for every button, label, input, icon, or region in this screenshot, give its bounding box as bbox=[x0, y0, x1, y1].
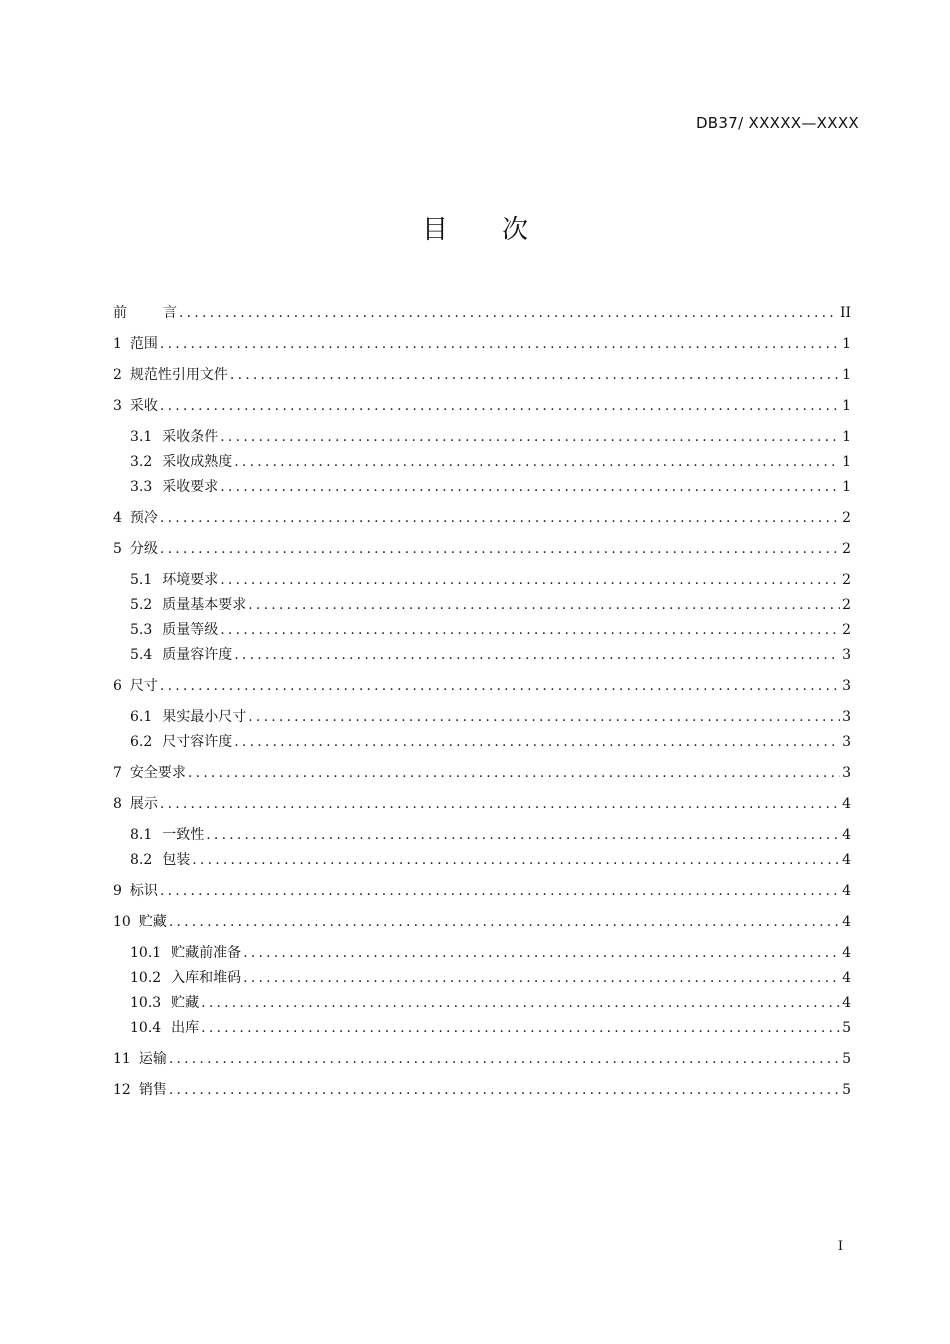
toc-subentry[interactable] bbox=[130, 450, 851, 474]
toc-entry-label: 5.3 质量等级 bbox=[130, 622, 219, 638]
toc-entry-label: 1 范围 bbox=[113, 336, 158, 352]
toc-dot-leader bbox=[248, 705, 840, 729]
toc-dot-leader bbox=[206, 823, 840, 847]
toc-page-number: 1 bbox=[842, 479, 851, 495]
toc-page-number: 3 bbox=[842, 678, 851, 694]
toc-dot-leader bbox=[160, 394, 840, 418]
toc-entry-label: 11 运输 bbox=[113, 1051, 167, 1067]
toc-entry-label: 7 安全要求 bbox=[113, 765, 186, 781]
toc-page-number: 3 bbox=[842, 765, 851, 781]
toc-entry[interactable] bbox=[113, 506, 851, 530]
toc-subentry[interactable] bbox=[130, 568, 851, 592]
toc-entry-label: 3 采收 bbox=[113, 398, 158, 414]
toc-subentry[interactable] bbox=[130, 848, 851, 872]
toc-dot-leader bbox=[160, 332, 840, 356]
toc-entry-label: 3.2 采收成熟度 bbox=[130, 454, 233, 470]
toc-entry-label: 4 预冷 bbox=[113, 510, 158, 526]
toc-entry[interactable] bbox=[113, 394, 851, 418]
toc-page-number: 4 bbox=[842, 995, 851, 1011]
toc-dot-leader bbox=[248, 593, 840, 617]
toc-dot-leader bbox=[179, 301, 838, 325]
toc-entry-preface[interactable] bbox=[113, 301, 851, 325]
toc-entry-label: 2 规范性引用文件 bbox=[113, 367, 228, 383]
toc-page-number: 5 bbox=[842, 1082, 851, 1098]
toc-page-number: 1 bbox=[842, 398, 851, 414]
toc-entry-label: 3.1 采收条件 bbox=[130, 429, 219, 445]
toc-entry-label: 10.2 入库和堆码 bbox=[130, 970, 242, 986]
toc-dot-leader bbox=[230, 363, 840, 387]
toc-entry-label: 6.2 尺寸容许度 bbox=[130, 734, 233, 750]
toc-subentry[interactable] bbox=[130, 1016, 851, 1040]
toc-subentry[interactable] bbox=[130, 966, 851, 990]
toc-dot-leader bbox=[169, 1047, 840, 1071]
toc-page-number: 2 bbox=[842, 622, 851, 638]
toc-entry-label: 6.1 果实最小尺寸 bbox=[130, 709, 247, 725]
toc-entry[interactable] bbox=[113, 1078, 851, 1102]
toc-entry-label: 10 贮藏 bbox=[113, 914, 167, 930]
toc-entry-label: 5.2 质量基本要求 bbox=[130, 597, 247, 613]
toc-dot-leader bbox=[201, 1016, 840, 1040]
toc-title-part1: 目 bbox=[421, 215, 448, 245]
toc-entry-label: 3.3 采收要求 bbox=[130, 479, 219, 495]
toc-subentry[interactable] bbox=[130, 425, 851, 449]
toc-dot-leader bbox=[188, 761, 840, 785]
toc-dot-leader bbox=[220, 568, 840, 592]
toc-entry[interactable] bbox=[113, 674, 851, 698]
toc-page-number: 2 bbox=[842, 510, 851, 526]
toc-dot-leader bbox=[160, 537, 840, 561]
toc-subentry[interactable] bbox=[130, 593, 851, 617]
toc-entry-label: 10.4 出库 bbox=[130, 1020, 200, 1036]
toc-subentry[interactable] bbox=[130, 705, 851, 729]
toc-subentry[interactable] bbox=[130, 643, 851, 667]
toc-entry-label: 5 分级 bbox=[113, 541, 158, 557]
toc-page-number: 1 bbox=[842, 429, 851, 445]
toc-entry-label: 10.3 贮藏 bbox=[130, 995, 200, 1011]
toc-entry-label: 10.1 贮藏前准备 bbox=[130, 945, 242, 961]
toc-page-number: 4 bbox=[842, 945, 851, 961]
toc-page-number: 4 bbox=[842, 970, 851, 986]
toc-dot-leader bbox=[169, 910, 840, 934]
toc-title bbox=[0, 212, 950, 248]
toc-entry[interactable] bbox=[113, 792, 851, 816]
toc-page-number: 1 bbox=[842, 367, 851, 383]
toc-subentry[interactable] bbox=[130, 991, 851, 1015]
toc-entry[interactable] bbox=[113, 1047, 851, 1071]
toc-page-number: II bbox=[839, 305, 851, 321]
toc-page-number: 3 bbox=[842, 709, 851, 725]
toc-page-number: 4 bbox=[842, 827, 851, 843]
toc-dot-leader bbox=[243, 966, 840, 990]
toc-entry[interactable] bbox=[113, 537, 851, 561]
toc-entry-label: 8.1 一致性 bbox=[130, 827, 205, 843]
toc-page-number: 4 bbox=[842, 852, 851, 868]
toc-page-number: 3 bbox=[842, 647, 851, 663]
toc-dot-leader bbox=[234, 730, 840, 754]
toc-dot-leader bbox=[220, 618, 840, 642]
toc-page-number: 2 bbox=[842, 572, 851, 588]
toc-page-number: 2 bbox=[842, 541, 851, 557]
toc-page-number: 2 bbox=[842, 597, 851, 613]
toc-entry[interactable] bbox=[113, 332, 851, 356]
toc-subentry[interactable] bbox=[130, 618, 851, 642]
toc-dot-leader bbox=[160, 879, 840, 903]
toc-page-number: 1 bbox=[842, 336, 851, 352]
toc-subentry[interactable] bbox=[130, 730, 851, 754]
toc-entry[interactable] bbox=[113, 761, 851, 785]
toc-page-number: 5 bbox=[842, 1020, 851, 1036]
toc-entry[interactable] bbox=[113, 363, 851, 387]
toc-entry-label: 6 尺寸 bbox=[113, 678, 158, 694]
toc-page-number: 4 bbox=[842, 796, 851, 812]
toc-entry[interactable] bbox=[113, 879, 851, 903]
toc-dot-leader bbox=[243, 941, 840, 965]
toc-entry-label: 5.1 环境要求 bbox=[130, 572, 219, 588]
document-code: DB37/ XXXXX—XXXX bbox=[695, 114, 859, 132]
toc-dot-leader bbox=[169, 1078, 840, 1102]
toc-dot-leader bbox=[160, 506, 840, 530]
toc-dot-leader bbox=[160, 674, 840, 698]
toc-dot-leader bbox=[234, 450, 840, 474]
toc-entry-label: 8.2 包装 bbox=[130, 852, 191, 868]
toc-page-number: 3 bbox=[842, 734, 851, 750]
toc-entry-label: 9 标识 bbox=[113, 883, 158, 899]
toc-entry-label: 8 展示 bbox=[113, 796, 158, 812]
toc-dot-leader bbox=[201, 991, 840, 1015]
toc-page-number: 4 bbox=[842, 914, 851, 930]
toc-page-number: 5 bbox=[842, 1051, 851, 1067]
toc-dot-leader bbox=[160, 792, 840, 816]
toc-dot-leader bbox=[192, 848, 840, 872]
toc-title-part2: 次 bbox=[502, 215, 529, 245]
toc-dot-leader bbox=[234, 643, 840, 667]
toc-entry-label: 5.4 质量容许度 bbox=[130, 647, 233, 663]
toc-entry-label: 12 销售 bbox=[113, 1082, 167, 1098]
page-number-footer: I bbox=[837, 1239, 843, 1254]
toc-dot-leader bbox=[220, 425, 840, 449]
toc-entry-label: 前 言 bbox=[113, 305, 177, 321]
toc-page-number: 1 bbox=[842, 454, 851, 470]
toc-subentry[interactable] bbox=[130, 823, 851, 847]
toc-dot-leader bbox=[220, 475, 840, 499]
toc-page-number: 4 bbox=[842, 883, 851, 899]
toc-entry[interactable] bbox=[113, 910, 851, 934]
toc-subentry[interactable] bbox=[130, 475, 851, 499]
toc-subentry[interactable] bbox=[130, 941, 851, 965]
